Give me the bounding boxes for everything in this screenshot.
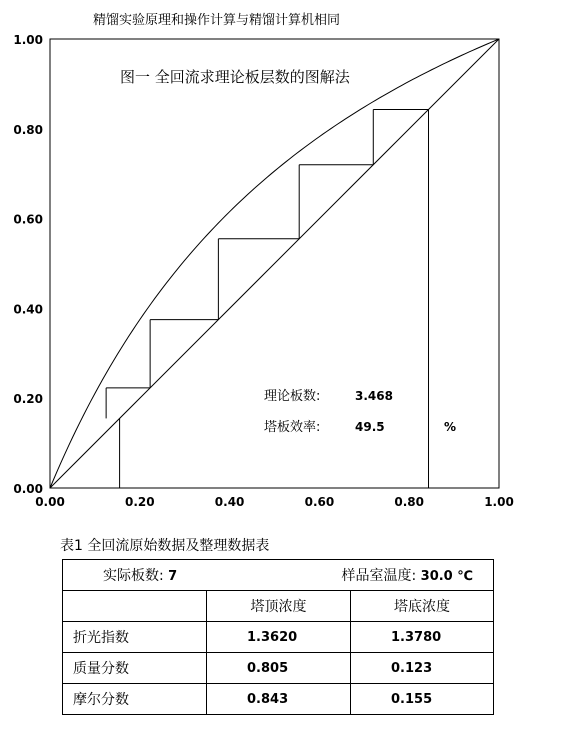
y-tick-label: 0.00 <box>13 482 43 496</box>
plates-info-value: 7 <box>168 569 178 584</box>
room-temp-label: 样品室温度: <box>341 568 417 584</box>
efficiency-unit: % <box>444 420 457 434</box>
data-table <box>62 559 494 715</box>
cell-bottom: 0.123 <box>351 653 494 684</box>
table-row <box>63 622 494 653</box>
header-cell-empty <box>63 591 207 622</box>
y-tick-label: 0.20 <box>13 392 43 407</box>
y-tick-label: 0.80 <box>13 122 43 137</box>
table-top-cell <box>63 560 494 591</box>
row-label: 摩尔分数 <box>63 684 207 715</box>
x-tick-label: 0.40 <box>214 495 245 509</box>
y-tick-label: 0.40 <box>13 302 43 317</box>
room-temp-info <box>341 565 473 585</box>
plates-info-label: 实际板数: <box>103 568 164 584</box>
table-caption: 表1 全回流原始数据及整理数据表 <box>60 538 270 554</box>
header-cell-bottom: 塔底浓度 <box>351 591 494 622</box>
table-top-row <box>63 560 494 591</box>
x-tick-label: 1.00 <box>484 495 514 509</box>
plates-value: 3.468 <box>355 389 393 403</box>
efficiency-value: 49.5 <box>355 420 385 434</box>
cell-top: 0.843 <box>207 684 351 715</box>
plates-label: 理论板数: <box>264 389 321 404</box>
y-tick-label: 1.00 <box>13 33 43 47</box>
cell-top: 0.805 <box>207 653 351 684</box>
table-header-row <box>63 591 494 622</box>
cell-bottom: 0.155 <box>351 684 494 715</box>
axis-ticks <box>13 33 513 509</box>
header-cell-top: 塔顶浓度 <box>207 591 351 622</box>
x-tick-label: 0.60 <box>304 495 335 509</box>
cell-top: 1.3620 <box>207 622 351 653</box>
x-tick-label: 0.00 <box>35 495 65 509</box>
chart-title: 图一 全回流求理论板层数的图解法 <box>120 68 350 86</box>
x-tick-label: 0.20 <box>124 495 155 509</box>
room-temp-value: 30.0 ℃ <box>420 569 473 584</box>
row-label: 折光指数 <box>63 622 207 653</box>
row-label: 质量分数 <box>63 653 207 684</box>
plates-info <box>103 565 177 585</box>
cell-bottom: 1.3780 <box>351 622 494 653</box>
efficiency-label: 塔板效率: <box>264 420 321 435</box>
x-tick-label: 0.80 <box>394 495 425 509</box>
table-row <box>63 653 494 684</box>
table-row <box>63 684 494 715</box>
page-title: 精馏实验原理和操作计算与精馏计算机相同 <box>93 13 341 28</box>
y-tick-label: 0.60 <box>13 212 43 227</box>
